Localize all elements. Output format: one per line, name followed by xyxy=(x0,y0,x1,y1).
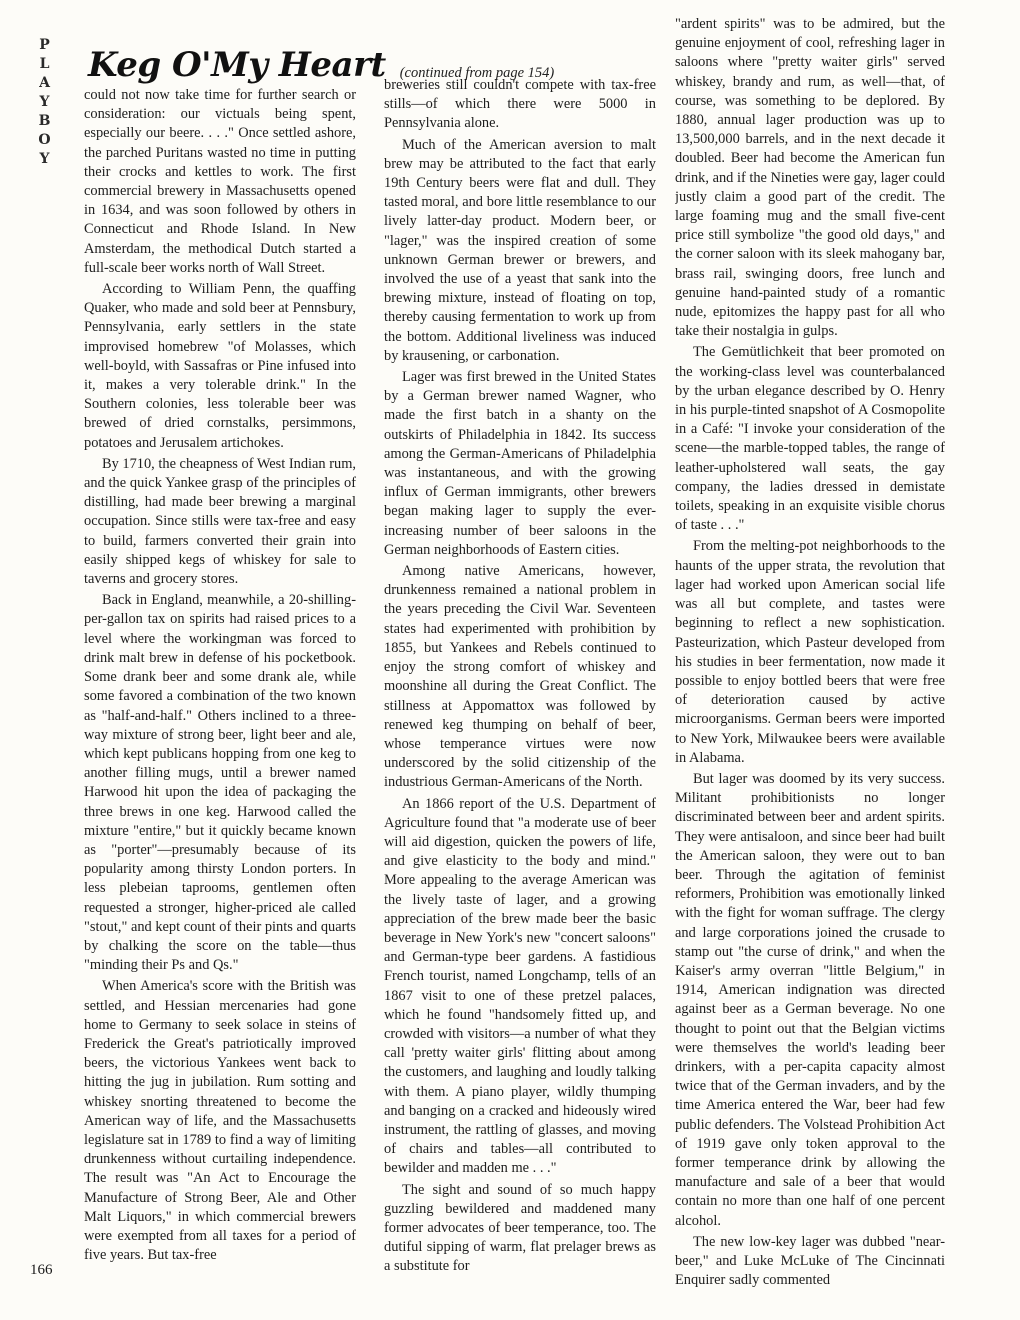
masthead-letter: Y xyxy=(39,94,51,110)
paragraph: could not now take time for further search or consideration: our victuals being spent, especially our beere. . . ." Once settled ashore, the parched Puritans wasted no time in putting their crocks and kettles to work. The first commercial brewery in Massachusetts opened in 1634, and was soon followed by others in Connecticut and Rhode Island. In New Amsterdam, the methodical Dutch started a full-scale beer works north of Wall Street. xyxy=(84,87,356,276)
paragraph: But lager was doomed by its very success. Militant prohibitionists no longer discriminated between beer and ardent spirits. They were antisaloon, and since beer had built the American saloon, they were out to ban beer. Through the agitation of feminist reformers, Prohibition was emotionally linked with the fight for woman suffrage. The clergy and large corporations joined the crusade to stamp out "the curse of drink," and when the Kaiser's army overran "little Belgium," in 1914, American indignation was directed against beer as a German beverage. No one thought to point out that the Belgian victims were themselves the world's leading beer drinkers, with a per-capita capacity almost twice that of the German invaders, and by the time America entered the War, beer had few public defenders. The Volstead Prohibition Act of 1919 gave only token approval to the former temperance drink by allowing the manufacture and sale of a beer that would contain no more than one half of one percent alcohol. xyxy=(675,770,945,1229)
paragraph: breweries still couldn't compete with tax-free stills—of which there were 5000 in Pennsylvania alone. xyxy=(384,77,656,132)
paragraph: Lager was first brewed in the United States by a German brewer named Wagner, who made the first batch in a shanty on the outskirts of Philadelphia in 1842. Its success among the German-Americans of Philadelphia was instantaneous, and with the growing influx of German immigrants, other brewers began making lager to supply the ever-increasing number of beer saloons in the German neighborhoods of Eastern cities. xyxy=(384,369,656,558)
masthead-letter: B xyxy=(38,113,52,129)
paragraph: The Gemütlichkeit that beer promoted on the working-class level was counterbalanced by the urban elegance described by O. Henry in his purple-tinted snapshot of A Cosmopolite in a Café: "I invoke your consideration of the scene—the marble-topped tables, the range of leather-upholstered wall seats, the gay company, the ladies dressed in demistate toilets, speaking in an exquisite visible chorus of taste . . ." xyxy=(675,344,945,534)
masthead-letter: A xyxy=(39,75,51,91)
paragraph: According to William Penn, the quaffing Quaker, who made and sold beer at Pennsbury, Pennsylvania, early settlers in the state improvised homebrew "of Molasses, which well-boyld, with Sassafras or Pine infused into it, makes a very tolerable drink." In the Southern colonies, less tolerable beer was brewed of dried cornstalks, persimmons, potatoes and Jerusalem artichokes. xyxy=(84,281,356,451)
paragraph: The new low-key lager was dubbed "near-beer," and Luke McLuke of The Cincinnati Enquirer sadly commented xyxy=(675,1233,945,1289)
continued-note: (continued from page 154) xyxy=(399,65,555,81)
paragraph: From the melting-pot neighborhoods to the haunts of the upper strata, the revolution that lager had worked upon American social life was all but complete, and tastes were beginning to reflect a new sophistication. Pasteurization, which Pasteur developed from his studies in beer fermentation, now made it possible to enjoy bottled beers that were free of deterioration caused by active microorganisms. German beers were imported to New York, Milwaukee beers were available in Alabama. xyxy=(675,538,945,766)
masthead-letter: L xyxy=(39,56,51,72)
paragraph: Much of the American aversion to malt brew may be attributed to the fact that early 19th Century beers were flat and dull. They tasted moral, and bore little resemblance to our lively latter-day product. Modern beer, or "lager," was the inspired creation of some unknown German brewer or brewers, and involved the use of a yeast that sank into the brewing mixture, instead of floating on top, thereby causing fermentation to work up from the bottom. Additional liveliness was induced by krausening, or carbonation. xyxy=(384,136,656,364)
paragraph: Among native Americans, however, drunkenness remained a national problem in the years preceding the Civil War. Seventeen states had experimented with prohibition by 1855, but Yankees and Rebels continued to enjoy the strong comfort of whiskey and moonshine all during the Great Conflict. The stillness at Appomattox was followed by renewed keg thumping on behalf of beer, whose temperance virtues were now underscored by the solid citizenship of the industrious German-Americans of the North. xyxy=(384,563,656,791)
text-column-3 xyxy=(675,15,945,1290)
paragraph: By 1710, the cheapness of West Indian rum, and the quick Yankee grasp of the principles of distilling, had made beer brewing a marginal occupation. Since stills were tax-free and easy to build, farmers converted their grain into easily shipped kegs of whiskey for sale to taverns and grocery stores. xyxy=(84,455,356,588)
text-column-1 xyxy=(84,86,356,1290)
magazine-masthead xyxy=(30,36,60,169)
paragraph: Back in England, meanwhile, a 20-shilling-per-gallon tax on spirits had raised prices to a level where the workingman was forced to drink malt brew in defense of his pocketbook. Some drank beer and some drank ale, while some favored a combination of the two known as "half-and-half." Others inclined to a three-way mixture of strong beer, light beer and ale, which kept publicans hopping from one keg to another filling mugs, until a brewer named Harwood hit upon the idea of packaging the three brews in one keg. Harwood called the mixture "entire," but it quickly became known as "porter"—presumably because of its popularity among thirsty London porters. In less plebeian taprooms, gentlemen often requested a stronger, higher-priced ale called "stout," and kept count of their pints and quarts by chalking the score on the table—thus "minding their Ps and Qs." xyxy=(84,592,356,974)
paragraph: When America's score with the British was settled, and Hessian mercenaries had gone home to Germany to seek solace in steins of Frederick the Great's patriotically improved beers, the victorious Yankees went back to hitting the jug in jubilation. Rum sotting and whiskey snorting threatened to become the American way of life, and the Massachusetts legislature sat in 1789 to find a way of limiting drunkenness without curtailing independence. The result was "An Act to Encourage the Manufacture of Strong Beer, Ale and Other Malt Liquors," in which commercial brewers were exempted from all taxes for a period of five years. But tax-free xyxy=(84,978,356,1264)
paragraph: The sight and sound of so much happy guzzling bewildered and maddened many former advocates of beer temperance, too. The dutiful sipping of warm, flat prelager brews as a substitute for xyxy=(384,1181,656,1275)
masthead-letter: Y xyxy=(39,151,51,167)
masthead-letter: P xyxy=(39,37,51,53)
article-title: Keg O'My Heart xyxy=(88,45,386,85)
paragraph: "ardent spirits" was to be admired, but the genuine enjoyment of cool, refreshing lager in saloons where "pretty waiter girls" served whiskey, brandy and rum, as well—that, of course, was something to be deplored. By 1880, annual lager production was up to 13,500,000 barrels, and in the next decade it doubled. Beer had become the American fun drink, and if the Nineties were gay, lager could justly claim a good part of the credit. The large foaming mug and the small five-cent price still symbolize "the good old days," and the corner saloon with its sleek mahogany bar, brass rail, swinging doors, free lunch and genuine hand-painted study of a romantic nude, epitomizes the happy past for all who take their nostalgia in gulps. xyxy=(675,16,945,340)
text-column-2 xyxy=(384,76,656,1290)
page-number: 166 xyxy=(30,1262,53,1278)
masthead-letter: O xyxy=(38,132,52,148)
paragraph: An 1866 report of the U.S. Department of Agriculture found that "a moderate use of beer will aid digestion, quicken the powers of life, and give elasticity to the body and mind." More appealing to the average American was the lively taste of lager, and a growing appreciation of the brew made beer the basic beverage in New York's new "concert saloons" and German-type beer gardens. A fastidious French tourist, named Longchamp, tells of an 1867 visit to one of these pretzel palaces, which he found "handsomely fitted up, and crowded with visitors—a number of what they call 'pretty waiter girls' flitting about among the customers, and laughing and loudly talking with them. A piano player, wildly thumping and banging on a cracked and hideously wired instrument, the rattling of glasses, and moving of chairs and tables—all contributed to bewilder and madden me . . ." xyxy=(384,795,656,1177)
